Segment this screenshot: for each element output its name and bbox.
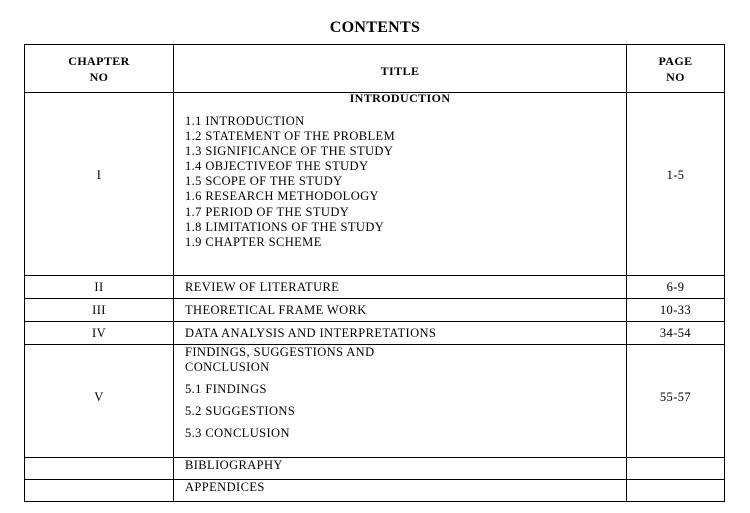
table-row-chapter-5 <box>25 345 725 458</box>
chapter-title-line: CONCLUSION <box>185 360 270 374</box>
list-item: 1.1 INTRODUCTION <box>185 114 305 128</box>
chapter-number: I <box>25 93 174 276</box>
chapter-title-cell <box>174 345 627 458</box>
chapter-title: REVIEW OF LITERATURE <box>174 276 627 299</box>
list-item: 1.2 STATEMENT OF THE PROBLEM <box>185 129 396 144</box>
table-row-chapter-4 <box>25 322 725 345</box>
list-item: 1.6 RESEARCH METHODOLOGY <box>185 189 379 204</box>
table-row-bibliography <box>25 458 725 480</box>
table-header-row <box>25 45 725 93</box>
empty-cell <box>25 458 174 480</box>
chapter-number: III <box>25 299 174 322</box>
table-row-chapter-3 <box>25 299 725 322</box>
empty-cell <box>25 480 174 502</box>
page-range: 10-33 <box>627 299 725 322</box>
bibliography-title: BIBLIOGRAPHY <box>174 458 627 480</box>
chapter-no-header: CHAPTER NO <box>25 45 174 93</box>
table-row-chapter-2 <box>25 276 725 299</box>
list-item: 1.8 LIMITATIONS OF THE STUDY <box>185 219 385 234</box>
list-item: 1.5 SCOPE OF THE STUDY <box>185 174 343 189</box>
contents-table <box>24 44 725 502</box>
list-item: 1.3 SIGNIFICANCE OF THE STUDY <box>185 144 394 159</box>
title-header: TITLE <box>174 45 627 93</box>
chapter-title-line: FINDINGS, SUGGESTIONS AND <box>185 345 375 359</box>
list-item: 1.9 CHAPTER SCHEME <box>185 234 322 249</box>
chapter-number: V <box>25 345 174 458</box>
list-item: 5.1 FINDINGS <box>185 382 267 396</box>
section-list <box>185 114 626 250</box>
chapter-number: IV <box>25 322 174 345</box>
page-title: CONTENTS <box>329 19 421 36</box>
page-range: 55-57 <box>627 345 725 458</box>
chapter-number: II <box>25 276 174 299</box>
table-row-chapter-1 <box>25 93 725 276</box>
empty-cell <box>627 480 725 502</box>
chapter-title-cell <box>174 93 627 276</box>
chapter-title: DATA ANALYSIS AND INTERPRETATIONS <box>174 322 627 345</box>
list-item: 1.7 PERIOD OF THE STUDY <box>185 204 350 219</box>
appendices-title: APPENDICES <box>174 480 627 502</box>
page-range: 34-54 <box>627 322 725 345</box>
list-item: 5.2 SUGGESTIONS <box>185 404 296 418</box>
chapter-title: THEORETICAL FRAME WORK <box>174 299 627 322</box>
list-item: 5.3 CONCLUSION <box>185 426 290 440</box>
page-range: 6-9 <box>627 276 725 299</box>
page-range: 1-5 <box>627 93 725 276</box>
list-item: 1.4 OBJECTIVEOF THE STUDY <box>185 159 369 174</box>
chapter-subheading: INTRODUCTION <box>349 91 451 105</box>
page-no-header: PAGE NO <box>627 45 725 93</box>
table-row-appendices <box>25 480 725 502</box>
empty-cell <box>627 458 725 480</box>
